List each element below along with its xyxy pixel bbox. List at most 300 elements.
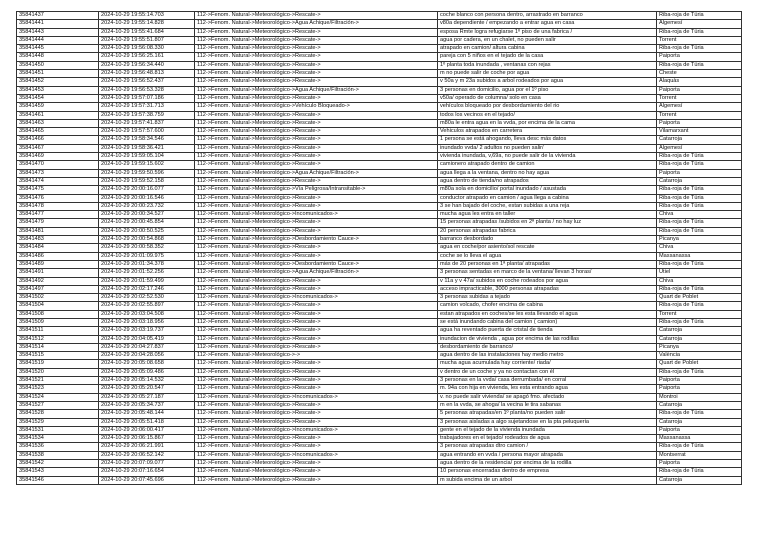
timestamp-cell: 2024-10-29 20:04:27.837: [99, 343, 195, 351]
timestamp-cell: 2024-10-29 19:55:51.807: [99, 36, 195, 44]
category-cell: 112->Fenom. Natural->Meteorológico->Rescate->: [195, 53, 438, 61]
description-cell: 3 personas sentadas en marco de la ventana/ llevan 3 horas/: [438, 269, 657, 277]
description-cell: 3 personas subidas a tejado: [438, 294, 657, 302]
category-cell: 112->Fenom. Natural->Meteorológico->Rescate->: [195, 177, 438, 185]
municipality-cell: Paiporta: [657, 377, 742, 385]
incident-id-cell: 35841443: [17, 28, 99, 36]
timestamp-cell: 2024-10-29 19:57:38.759: [99, 111, 195, 119]
category-cell: 112->Fenom. Natural->Meteorológico->Rescate->: [195, 476, 438, 484]
category-cell: 112->Fenom. Natural->Meteorológico->Agua Achique/Filtración->: [195, 269, 438, 277]
table-row: [17, 393, 742, 401]
description-cell: esposa Rmte logra refugiarse 1º piso de una fabrica /: [438, 28, 657, 36]
municipality-cell: València: [657, 352, 742, 360]
incident-id-cell: 35841515: [17, 352, 99, 360]
category-cell: 112->Fenom. Natural->Meteorológico->Rescate->: [195, 343, 438, 351]
table-row: [17, 244, 742, 252]
table-row: [17, 302, 742, 310]
incident-id-cell: 35841512: [17, 335, 99, 343]
category-cell: 112->Fenom. Natural->Meteorológico->Rescate->: [195, 310, 438, 318]
timestamp-cell: 2024-10-29 20:05:34.737: [99, 401, 195, 409]
municipality-cell: Riba-roja de Túria: [657, 443, 742, 451]
incident-id-cell: 35841536: [17, 443, 99, 451]
category-cell: 112->Fenom. Natural->Meteorológico->Rescate->: [195, 418, 438, 426]
category-cell: 112->Fenom. Natural->Meteorológico->Agua Achique/Filtración->: [195, 20, 438, 28]
category-cell: 112->Fenom. Natural->Meteorológico->Rescate->: [195, 128, 438, 136]
table-row: [17, 78, 742, 86]
description-cell: 1º planta toda inundada , ventanas con rejas: [438, 61, 657, 69]
municipality-cell: Riba-roja de Túria: [657, 153, 742, 161]
table-row: [17, 468, 742, 476]
timestamp-cell: 2024-10-29 20:03:19.737: [99, 327, 195, 335]
category-cell: 112->Fenom. Natural->Meteorológico->Desbordamiento Cauce->: [195, 236, 438, 244]
timestamp-cell: 2024-10-29 19:59:50.596: [99, 169, 195, 177]
table-row: [17, 310, 742, 318]
timestamp-cell: 2024-10-29 20:01:09.975: [99, 252, 195, 260]
incident-id-cell: 35841470: [17, 161, 99, 169]
table-row: [17, 61, 742, 69]
description-cell: 3 personas en domicilio, agua por el 1º piso: [438, 86, 657, 94]
description-cell: m80a le entra agua en la vvda, por encima de la cama: [438, 119, 657, 127]
table-row: [17, 20, 742, 28]
timestamp-cell: 2024-10-29 20:04:05.419: [99, 335, 195, 343]
description-cell: m en la vvda, se ahoga/ la vecina le tira sabanas: [438, 401, 657, 409]
municipality-cell: Cheste: [657, 70, 742, 78]
category-cell: 112->Fenom. Natural->Meteorológico->Rescate->: [195, 460, 438, 468]
municipality-cell: Montserrat: [657, 451, 742, 459]
table-row: [17, 186, 742, 194]
timestamp-cell: 2024-10-29 20:02:17.246: [99, 285, 195, 293]
category-cell: 112->Fenom. Natural->Meteorológico->Vía Peligrosa/Intransitable->: [195, 186, 438, 194]
timestamp-cell: 2024-10-29 20:00:50.525: [99, 227, 195, 235]
municipality-cell: Quart de Poblet: [657, 360, 742, 368]
description-cell: 3 personas en la vvda/ casa derrumbada/ en corral: [438, 377, 657, 385]
table-row: [17, 476, 742, 484]
category-cell: 112->Fenom. Natural->Meteorológico->Rescate->: [195, 360, 438, 368]
description-cell: v 11a y v 47a/ subidos en coche rodeados por agua: [438, 277, 657, 285]
incident-table-sheet: [16, 11, 741, 485]
table-row: [17, 269, 742, 277]
timestamp-cell: 2024-10-29 19:55:14.828: [99, 20, 195, 28]
timestamp-cell: 2024-10-29 20:01:52.256: [99, 269, 195, 277]
description-cell: se está inundando cabina del camion ( camion): [438, 318, 657, 326]
table-row: [17, 236, 742, 244]
description-cell: m80a sola en domicilio/ portal inundado / asustada: [438, 186, 657, 194]
table-row: [17, 352, 742, 360]
incident-id-cell: 35841450: [17, 61, 99, 69]
table-row: [17, 335, 742, 343]
municipality-cell: Riba-roja de Túria: [657, 194, 742, 202]
table-row: [17, 103, 742, 111]
incident-id-cell: 35841437: [17, 12, 99, 20]
timestamp-cell: 2024-10-29 20:03:04.508: [99, 310, 195, 318]
incident-id-cell: 35841453: [17, 86, 99, 94]
municipality-cell: Paiporta: [657, 86, 742, 94]
description-cell: coche se lo lleva el agua: [438, 252, 657, 260]
timestamp-cell: 2024-10-29 20:04:28.056: [99, 352, 195, 360]
category-cell: 112->Fenom. Natural->Meteorológico->Rescate->: [195, 111, 438, 119]
category-cell: 112->Fenom. Natural->Meteorológico->Rescate->: [195, 45, 438, 53]
category-cell: 112->Fenom. Natural->Meteorológico->Rescate->: [195, 161, 438, 169]
table-row: [17, 144, 742, 152]
description-cell: más de 20 personas en 1ª planta/ atrapadas: [438, 260, 657, 268]
incident-id-cell: 35841475: [17, 186, 99, 194]
category-cell: 112->Fenom. Natural->Meteorológico->Rescate->: [195, 285, 438, 293]
timestamp-cell: 2024-10-29 19:59:15.602: [99, 161, 195, 169]
municipality-cell: Massanassa: [657, 435, 742, 443]
timestamp-cell: 2024-10-29 19:59:52.158: [99, 177, 195, 185]
category-cell: 112->Fenom. Natural->Meteorológico->Rescate->: [195, 78, 438, 86]
description-cell: agua dentro de la residencia/ por encima de la rodilla: [438, 460, 657, 468]
municipality-cell: Quart de Poblet: [657, 294, 742, 302]
table-row: [17, 45, 742, 53]
municipality-cell: Paiporta: [657, 169, 742, 177]
municipality-cell: Paiporta: [657, 426, 742, 434]
municipality-cell: Catarroja: [657, 418, 742, 426]
category-cell: 112->Fenom. Natural->Meteorológico->Rescate->: [195, 36, 438, 44]
municipality-cell: Paiporta: [657, 460, 742, 468]
timestamp-cell: 2024-10-29 20:00:16.546: [99, 194, 195, 202]
timestamp-cell: 2024-10-29 19:56:08.330: [99, 45, 195, 53]
table-row: [17, 128, 742, 136]
description-cell: coche blanco con persona dentro, arrastrado en barranco: [438, 12, 657, 20]
timestamp-cell: 2024-10-29 20:00:54.868: [99, 236, 195, 244]
table-row: [17, 53, 742, 61]
category-cell: 112->Fenom. Natural->Meteorológico->Rescate->: [195, 410, 438, 418]
category-cell: 112->Fenom. Natural->Meteorológico->Rescate->: [195, 202, 438, 210]
timestamp-cell: 2024-10-29 20:05:09.486: [99, 368, 195, 376]
table-row: [17, 252, 742, 260]
description-cell: conductor atrapado en camion / agua llega a cabina: [438, 194, 657, 202]
incident-id-cell: 35841524: [17, 393, 99, 401]
incident-id-cell: 35841528: [17, 410, 99, 418]
incident-id-cell: 35841531: [17, 426, 99, 434]
description-cell: v50a/ operado de columna/ solo en casa: [438, 94, 657, 102]
municipality-cell: Vilamarxant: [657, 128, 742, 136]
incident-id-cell: 35841469: [17, 153, 99, 161]
municipality-cell: Catarroja: [657, 136, 742, 144]
description-cell: 3 personas aisladas a algo sujetandose en la pta peluqueria: [438, 418, 657, 426]
category-cell: 112->Fenom. Natural->Meteorológico->Rescate->: [195, 61, 438, 69]
incident-id-cell: 35841521: [17, 377, 99, 385]
description-cell: 5 personas atrapadas/en 1º planta/no pueden salir: [438, 410, 657, 418]
incident-id-cell: 35841454: [17, 94, 99, 102]
table-row: [17, 12, 742, 20]
incident-id-cell: 35841478: [17, 202, 99, 210]
category-cell: 112->Fenom. Natural->Meteorológico->Rescate->: [195, 335, 438, 343]
table-row: [17, 385, 742, 393]
table-row: [17, 36, 742, 44]
table-row: [17, 136, 742, 144]
timestamp-cell: 2024-10-29 20:05:20.547: [99, 385, 195, 393]
incident-id-cell: 35841474: [17, 177, 99, 185]
incident-id-cell: 35841511: [17, 327, 99, 335]
municipality-cell: Riba-roja de Túria: [657, 410, 742, 418]
category-cell: 112->Fenom. Natural->Meteorológico->Rescate->: [195, 144, 438, 152]
table-row: [17, 377, 742, 385]
table-row: [17, 260, 742, 268]
description-cell: m subida encima de un arbol: [438, 476, 657, 484]
category-cell: 112->Fenom. Natural->Meteorológico->Rescate->: [195, 468, 438, 476]
table-row: [17, 202, 742, 210]
municipality-cell: Riba-roja de Túria: [657, 227, 742, 235]
timestamp-cell: 2024-10-29 19:55:41.684: [99, 28, 195, 36]
category-cell: 112->Fenom. Natural->Meteorológico->Incomunicados->: [195, 294, 438, 302]
description-cell: gente en el tejado de la vivienda inundada: [438, 426, 657, 434]
incident-id-cell: 35841543: [17, 468, 99, 476]
municipality-cell: Paiporta: [657, 53, 742, 61]
incident-id-cell: 35841448: [17, 53, 99, 61]
table-row: [17, 360, 742, 368]
description-cell: agua por cadera, en un chalet, no pueden salir: [438, 36, 657, 44]
incident-id-cell: 35841546: [17, 476, 99, 484]
category-cell: 112->Fenom. Natural->Meteorológico->Vehículo Bloqueado->: [195, 103, 438, 111]
category-cell: 112->Fenom. Natural->Meteorológico->Rescate->: [195, 368, 438, 376]
table-row: [17, 153, 742, 161]
description-cell: agua ha reventado puerta de cristal de tienda: [438, 327, 657, 335]
category-cell: 112->Fenom. Natural->Meteorológico->Rescate->: [195, 327, 438, 335]
incident-id-cell: 35841461: [17, 111, 99, 119]
timestamp-cell: 2024-10-29 20:06:52.142: [99, 451, 195, 459]
incident-id-cell: 35841529: [17, 418, 99, 426]
description-cell: camion volcado, chofer encima de cabina: [438, 302, 657, 310]
category-cell: 112->Fenom. Natural->Meteorológico->Rescate->: [195, 12, 438, 20]
timestamp-cell: 2024-10-29 19:56:53.328: [99, 86, 195, 94]
municipality-cell: Riba-roja de Túria: [657, 318, 742, 326]
description-cell: 10 personas encerradas dentro de empresa: [438, 468, 657, 476]
category-cell: 112->Fenom. Natural->Meteorológico->->: [195, 352, 438, 360]
municipality-cell: Riba-roja de Túria: [657, 61, 742, 69]
table-row: [17, 410, 742, 418]
incident-id-cell: 35841465: [17, 128, 99, 136]
municipality-cell: Riba-roja de Túria: [657, 468, 742, 476]
category-cell: 112->Fenom. Natural->Meteorológico->Rescate->: [195, 244, 438, 252]
municipality-cell: Chiva: [657, 244, 742, 252]
category-cell: 112->Fenom. Natural->Meteorológico->Rescate->: [195, 153, 438, 161]
category-cell: 112->Fenom. Natural->Meteorológico->Rescate->: [195, 28, 438, 36]
table-row: [17, 451, 742, 459]
incident-id-cell: 35841484: [17, 244, 99, 252]
category-cell: 112->Fenom. Natural->Meteorológico->Rescate->: [195, 277, 438, 285]
municipality-cell: Torrent: [657, 111, 742, 119]
timestamp-cell: 2024-10-29 20:02:55.897: [99, 302, 195, 310]
timestamp-cell: 2024-10-29 20:05:08.658: [99, 360, 195, 368]
table-row: [17, 70, 742, 78]
municipality-cell: Catarroja: [657, 476, 742, 484]
description-cell: inundado vvda/ 2 adultos no pueden salir/: [438, 144, 657, 152]
timestamp-cell: 2024-10-29 19:55:14.703: [99, 12, 195, 20]
timestamp-cell: 2024-10-29 20:06:00.417: [99, 426, 195, 434]
timestamp-cell: 2024-10-29 19:58:36.421: [99, 144, 195, 152]
incident-id-cell: 35841479: [17, 219, 99, 227]
description-cell: agua dentro de tienda/no atrapados: [438, 177, 657, 185]
municipality-cell: Chiva: [657, 211, 742, 219]
incident-id-cell: 35841483: [17, 236, 99, 244]
table-row: [17, 327, 742, 335]
municipality-cell: Riba-roja de Túria: [657, 368, 742, 376]
incident-id-cell: 35841441: [17, 20, 99, 28]
incident-id-cell: 35841527: [17, 401, 99, 409]
description-cell: 3 se han bajado del coche, estan subidas a una reja: [438, 202, 657, 210]
municipality-cell: Picanya: [657, 343, 742, 351]
category-cell: 112->Fenom. Natural->Meteorológico->Rescate->: [195, 70, 438, 78]
incident-id-cell: 35841508: [17, 310, 99, 318]
incident-id-cell: 35841538: [17, 451, 99, 459]
municipality-cell: Algemesí: [657, 20, 742, 28]
timestamp-cell: 2024-10-29 19:56:48.813: [99, 70, 195, 78]
incident-id-cell: 35841477: [17, 211, 99, 219]
timestamp-cell: 2024-10-29 19:57:41.837: [99, 119, 195, 127]
table-row: [17, 443, 742, 451]
table-row: [17, 343, 742, 351]
description-cell: desbordamiento de barranco/: [438, 343, 657, 351]
table-row: [17, 119, 742, 127]
category-cell: 112->Fenom. Natural->Meteorológico->Desbordamiento Cauce->: [195, 260, 438, 268]
table-row: [17, 460, 742, 468]
timestamp-cell: 2024-10-29 19:56:34.440: [99, 61, 195, 69]
incident-id-cell: 35841444: [17, 36, 99, 44]
municipality-cell: Catarroja: [657, 401, 742, 409]
municipality-cell: Riba-roja de Túria: [657, 45, 742, 53]
description-cell: agua llega a la ventana, dentro no hay agua: [438, 169, 657, 177]
description-cell: todos los vecinos en el tejado/: [438, 111, 657, 119]
incident-id-cell: 35841491: [17, 269, 99, 277]
description-cell: trabajadores en el tejado/ rodeados de agua: [438, 435, 657, 443]
description-cell: mucha agua acumulada hay corriente/ riada/: [438, 360, 657, 368]
category-cell: 112->Fenom. Natural->Meteorológico->Rescate->: [195, 136, 438, 144]
incident-id-cell: 35841523: [17, 385, 99, 393]
description-cell: 15 personas atrapadas /subidos en 2ª planta / no hay luz: [438, 219, 657, 227]
timestamp-cell: 2024-10-29 20:05:14.532: [99, 377, 195, 385]
incident-id-cell: 35841489: [17, 260, 99, 268]
municipality-cell: Riba-roja de Túria: [657, 28, 742, 36]
municipality-cell: Catarroja: [657, 335, 742, 343]
municipality-cell: Riba-roja de Túria: [657, 12, 742, 20]
description-cell: vehículos bloqueado por desbordamiento del rio: [438, 103, 657, 111]
timestamp-cell: 2024-10-29 20:05:48.144: [99, 410, 195, 418]
category-cell: 112->Fenom. Natural->Meteorológico->Rescate->: [195, 119, 438, 127]
municipality-cell: Catarroja: [657, 177, 742, 185]
municipality-cell: Riba-roja de Túria: [657, 219, 742, 227]
table-row: [17, 169, 742, 177]
municipality-cell: Torrent: [657, 94, 742, 102]
incident-id-cell: 35841504: [17, 302, 99, 310]
incident-id-cell: 35841514: [17, 343, 99, 351]
description-cell: 1 persona se está ahogando, lleva desc más datos: [438, 136, 657, 144]
description-cell: m. 94a con hija en vivienda, les esta entrando agua: [438, 385, 657, 393]
category-cell: 112->Fenom. Natural->Meteorológico->Agua Achique/Filtración->: [195, 86, 438, 94]
timestamp-cell: 2024-10-29 20:07:16.654: [99, 468, 195, 476]
table-row: [17, 111, 742, 119]
description-cell: mucha agua les entra en taller: [438, 211, 657, 219]
description-cell: pareja con 5 niños en el tejado de la casa: [438, 53, 657, 61]
incident-id-cell: 35841509: [17, 318, 99, 326]
incident-table-body: [17, 12, 742, 485]
incident-id-cell: 35841497: [17, 285, 99, 293]
description-cell: inundacion de vivienda , agua por encima de las rodillas: [438, 335, 657, 343]
description-cell: barranco desbordado: [438, 236, 657, 244]
category-cell: 112->Fenom. Natural->Meteorológico->Rescate->: [195, 252, 438, 260]
timestamp-cell: 2024-10-29 20:01:59.499: [99, 277, 195, 285]
category-cell: 112->Fenom. Natural->Meteorológico->Rescate->: [195, 385, 438, 393]
timestamp-cell: 2024-10-29 20:00:58.352: [99, 244, 195, 252]
table-row: [17, 426, 742, 434]
incident-id-cell: 35841486: [17, 252, 99, 260]
timestamp-cell: 2024-10-29 19:57:31.713: [99, 103, 195, 111]
description-cell: 20 personas atrapadas fabrica: [438, 227, 657, 235]
description-cell: 3 personas atrapadas dtro camion /: [438, 443, 657, 451]
incident-id-cell: 35841467: [17, 144, 99, 152]
incident-id-cell: 35841476: [17, 194, 99, 202]
incident-id-cell: 35841463: [17, 119, 99, 127]
category-cell: 112->Fenom. Natural->Meteorológico->Incomunicados->: [195, 451, 438, 459]
municipality-cell: Riba-roja de Túria: [657, 161, 742, 169]
municipality-cell: Algemesí: [657, 103, 742, 111]
table-row: [17, 161, 742, 169]
category-cell: 112->Fenom. Natural->Meteorológico->Rescate->: [195, 94, 438, 102]
incident-id-cell: 35841502: [17, 294, 99, 302]
description-cell: v dentro de un coche y ya no contactan con él: [438, 368, 657, 376]
municipality-cell: Algemesí: [657, 144, 742, 152]
description-cell: estan atrapados en coches/se les esta llevando el agua: [438, 310, 657, 318]
municipality-cell: Riba-roja de Túria: [657, 260, 742, 268]
incident-id-cell: 35841452: [17, 78, 99, 86]
timestamp-cell: 2024-10-29 19:56:52.437: [99, 78, 195, 86]
timestamp-cell: 2024-10-29 19:57:07.186: [99, 94, 195, 102]
category-cell: 112->Fenom. Natural->Meteorológico->Rescate->: [195, 302, 438, 310]
category-cell: 112->Fenom. Natural->Meteorológico->Rescate->: [195, 401, 438, 409]
municipality-cell: Riba-roja de Túria: [657, 285, 742, 293]
table-row: [17, 435, 742, 443]
description-cell: camionero atrapado dentro de camion: [438, 161, 657, 169]
table-row: [17, 368, 742, 376]
municipality-cell: Riba-roja de Túria: [657, 302, 742, 310]
incident-id-cell: 35841492: [17, 277, 99, 285]
description-cell: v80a dependiente / empezando a entrar agua en casa: [438, 20, 657, 28]
description-cell: agua dentro de las instalaciones hay medio metro: [438, 352, 657, 360]
municipality-cell: Picanya: [657, 236, 742, 244]
timestamp-cell: 2024-10-29 20:00:23.732: [99, 202, 195, 210]
incident-id-cell: 35841520: [17, 368, 99, 376]
municipality-cell: Utiel: [657, 269, 742, 277]
table-row: [17, 219, 742, 227]
category-cell: 112->Fenom. Natural->Meteorológico->Rescate->: [195, 227, 438, 235]
incident-id-cell: 35841445: [17, 45, 99, 53]
timestamp-cell: 2024-10-29 20:07:09.077: [99, 460, 195, 468]
category-cell: 112->Fenom. Natural->Meteorológico->Rescate->: [195, 219, 438, 227]
table-row: [17, 94, 742, 102]
municipality-cell: Paiporta: [657, 119, 742, 127]
category-cell: 112->Fenom. Natural->Meteorológico->Rescate->: [195, 435, 438, 443]
description-cell: vivienda inundada, v,69a, no puede salir de la vivienda: [438, 153, 657, 161]
category-cell: 112->Fenom. Natural->Meteorológico->Rescate->: [195, 443, 438, 451]
timestamp-cell: 2024-10-29 20:05:27.187: [99, 393, 195, 401]
timestamp-cell: 2024-10-29 20:06:15.867: [99, 435, 195, 443]
incident-id-cell: 35841466: [17, 136, 99, 144]
incident-id-cell: 35841451: [17, 70, 99, 78]
municipality-cell: Paiporta: [657, 385, 742, 393]
description-cell: v 50a y m 23a subidos a arbol rodeados por agua: [438, 78, 657, 86]
table-row: [17, 86, 742, 94]
table-row: [17, 177, 742, 185]
timestamp-cell: 2024-10-29 19:57:57.600: [99, 128, 195, 136]
category-cell: 112->Fenom. Natural->Meteorológico->Rescate->: [195, 194, 438, 202]
timestamp-cell: 2024-10-29 20:06:21.991: [99, 443, 195, 451]
municipality-cell: Riba-roja de Túria: [657, 186, 742, 194]
timestamp-cell: 2024-10-29 20:00:34.527: [99, 211, 195, 219]
table-row: [17, 294, 742, 302]
table-row: [17, 285, 742, 293]
municipality-cell: Riba-roja de Túria: [657, 202, 742, 210]
